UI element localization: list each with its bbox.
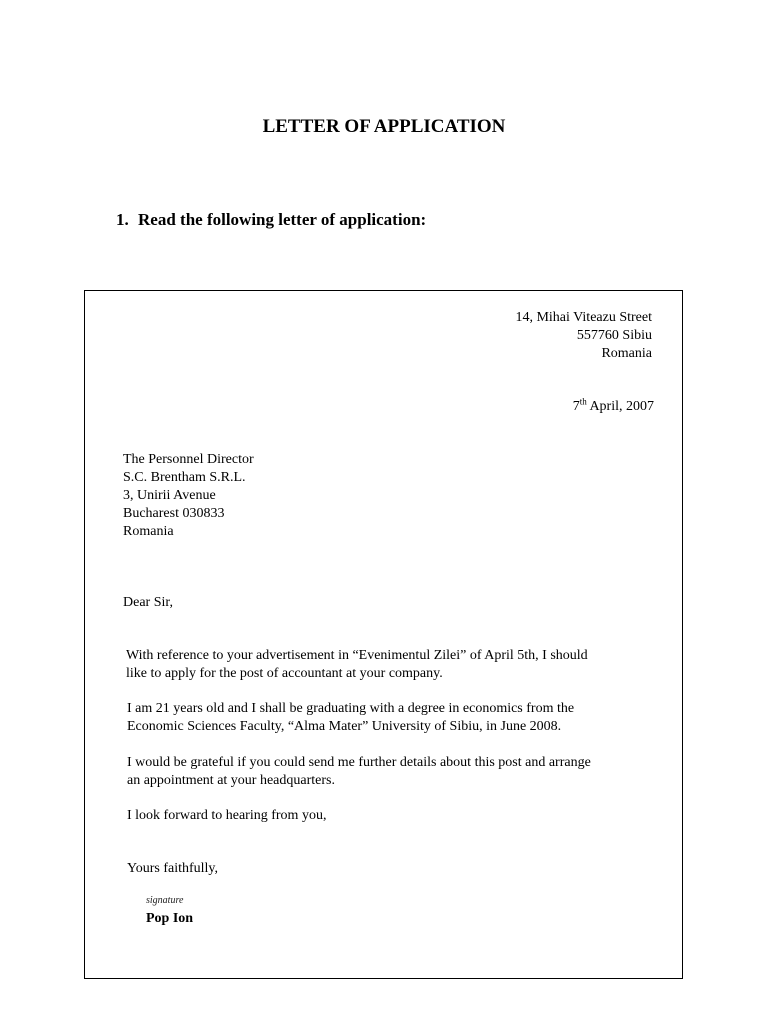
paragraph-3-line-2: an appointment at your headquarters. [127, 773, 335, 788]
paragraph-1-line-1: With reference to your advertisement in “Evenimentul Zilei” of April 5th, I should [126, 648, 588, 663]
paragraph-4-line-1: I look forward to hearing from you, [127, 808, 327, 823]
recipient-address-line-2: S.C. Brentham S.R.L. [123, 470, 246, 485]
instruction-heading [116, 208, 426, 232]
recipient-address-line-1: The Personnel Director [123, 452, 254, 467]
recipient-address-line-4: Bucharest 030833 [123, 506, 225, 521]
signer-name: Pop Ion [146, 911, 194, 926]
sender-address-line-2: 557760 Sibiu [576, 328, 652, 343]
signature: signature [146, 895, 184, 906]
letter-box [84, 290, 683, 979]
paragraph-1-line-2: like to apply for the post of accountant at your company. [126, 666, 443, 681]
instruction-text: Read the following letter of application: [138, 210, 427, 229]
recipient-address-line-3: 3, Unirii Avenue [123, 488, 216, 503]
page-title: LETTER OF APPLICATION [262, 116, 506, 137]
salutation: Dear Sir, [123, 595, 173, 610]
instruction-number: 1. [116, 210, 129, 229]
paragraph-3-line-1: I would be grateful if you could send me further details about this post and arrange [127, 755, 591, 770]
sender-address-line-3: Romania [601, 346, 652, 361]
paragraph-2-line-2: Economic Sciences Faculty, “Alma Mater” University of Sibiu, in June 2008. [127, 719, 562, 734]
sender-address-line-1: 14, Mihai Viteazu Street [515, 310, 652, 325]
closing: Yours faithfully, [127, 861, 219, 876]
date-day: 7 [572, 399, 580, 414]
paragraph-2-line-1: I am 21 years old and I shall be graduating with a degree in economics from the [127, 701, 575, 716]
date-suffix: th [579, 396, 587, 407]
recipient-address-line-5: Romania [123, 524, 174, 539]
letter-date [573, 398, 654, 416]
date-rest: April, 2007 [586, 399, 654, 414]
